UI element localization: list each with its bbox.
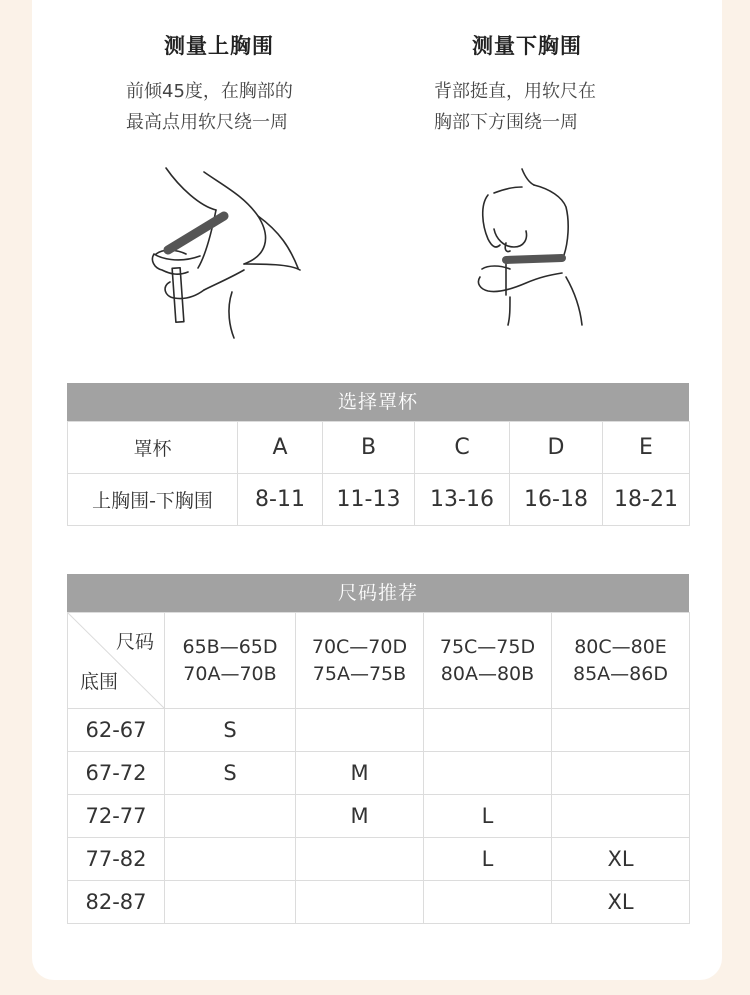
size-table-title: 尺码推荐: [67, 574, 689, 612]
size-cell: [424, 881, 552, 924]
cup-cell-c: C: [415, 422, 510, 474]
table-row: [68, 838, 690, 881]
corner-size-label: 尺码: [115, 631, 154, 653]
cup-table-title: 选择罩杯: [67, 383, 689, 421]
table-row: [68, 795, 690, 838]
band-cell: 72-77: [68, 795, 165, 838]
measure-lower-section: [434, 30, 596, 138]
cup-cell-b: B: [323, 422, 415, 474]
corner-band-label: 底围: [80, 671, 119, 693]
measure-lower-description: [434, 76, 596, 138]
upper-bust-illustration: [140, 160, 320, 345]
size-column-header: [296, 613, 424, 709]
column-header-line1: 80C—80E: [574, 635, 667, 658]
cup-cell-e: E: [603, 422, 690, 474]
band-cell: 67-72: [68, 752, 165, 795]
column-header-line1: 65B—65D: [182, 635, 278, 658]
size-cell: [165, 838, 296, 881]
cup-row-label: 罩杯: [68, 422, 238, 474]
size-cell: [296, 838, 424, 881]
size-column-header: [165, 613, 296, 709]
band-cell: 82-87: [68, 881, 165, 924]
size-cell: S: [165, 752, 296, 795]
difference-row-label: 上胸围-下胸围: [68, 474, 238, 526]
measure-upper-line1: 前倾45度，在胸部的: [126, 81, 293, 102]
band-cell: 62-67: [68, 709, 165, 752]
column-header-line2: 85A—86D: [573, 662, 668, 685]
column-header-line1: 75C—75D: [439, 635, 536, 658]
table-row: [68, 709, 690, 752]
under-bust-illustration: [470, 165, 600, 330]
measure-upper-description: [126, 76, 293, 138]
measure-lower-line2: 胸部下方围绕一周: [434, 112, 578, 133]
size-header-row: [68, 613, 690, 709]
size-cell: [165, 881, 296, 924]
cup-cell-d: D: [510, 422, 603, 474]
size-column-header: [552, 613, 690, 709]
size-cell: [424, 752, 552, 795]
size-cell: [552, 752, 690, 795]
size-cell: [165, 795, 296, 838]
cup-row: [68, 422, 690, 474]
size-column-header: [424, 613, 552, 709]
cup-selection-table: [67, 383, 689, 526]
size-recommendation-table: [67, 574, 689, 924]
column-header-line2: 70A—70B: [183, 662, 277, 685]
column-header-line2: 80A—80B: [440, 662, 535, 685]
size-cell: [424, 709, 552, 752]
size-cell: L: [424, 795, 552, 838]
size-cell: XL: [552, 838, 690, 881]
measure-upper-line2: 最高点用软尺绕一周: [126, 112, 288, 133]
size-cell: [296, 881, 424, 924]
size-cell: L: [424, 838, 552, 881]
column-header-line1: 70C—70D: [311, 635, 408, 658]
measure-lower-title: 测量下胸围: [472, 34, 582, 58]
size-cell: [552, 795, 690, 838]
difference-cell: 16-18: [510, 474, 603, 526]
corner-header-cell: [68, 613, 165, 709]
size-cell: [296, 709, 424, 752]
size-cell: S: [165, 709, 296, 752]
measure-lower-line1: 背部挺直，用软尺在: [434, 81, 596, 102]
size-cell: [552, 709, 690, 752]
difference-cell: 11-13: [323, 474, 415, 526]
measure-upper-title: 测量上胸围: [164, 34, 274, 58]
table-row: [68, 881, 690, 924]
difference-cell: 13-16: [415, 474, 510, 526]
cup-cell-a: A: [238, 422, 323, 474]
column-header-line2: 75A—75B: [312, 662, 407, 685]
measure-upper-section: [126, 30, 293, 138]
size-cell: XL: [552, 881, 690, 924]
difference-cell: 18-21: [603, 474, 690, 526]
size-cell: M: [296, 752, 424, 795]
size-cell: M: [296, 795, 424, 838]
band-cell: 77-82: [68, 838, 165, 881]
difference-cell: 8-11: [238, 474, 323, 526]
difference-row: [68, 474, 690, 526]
table-row: [68, 752, 690, 795]
